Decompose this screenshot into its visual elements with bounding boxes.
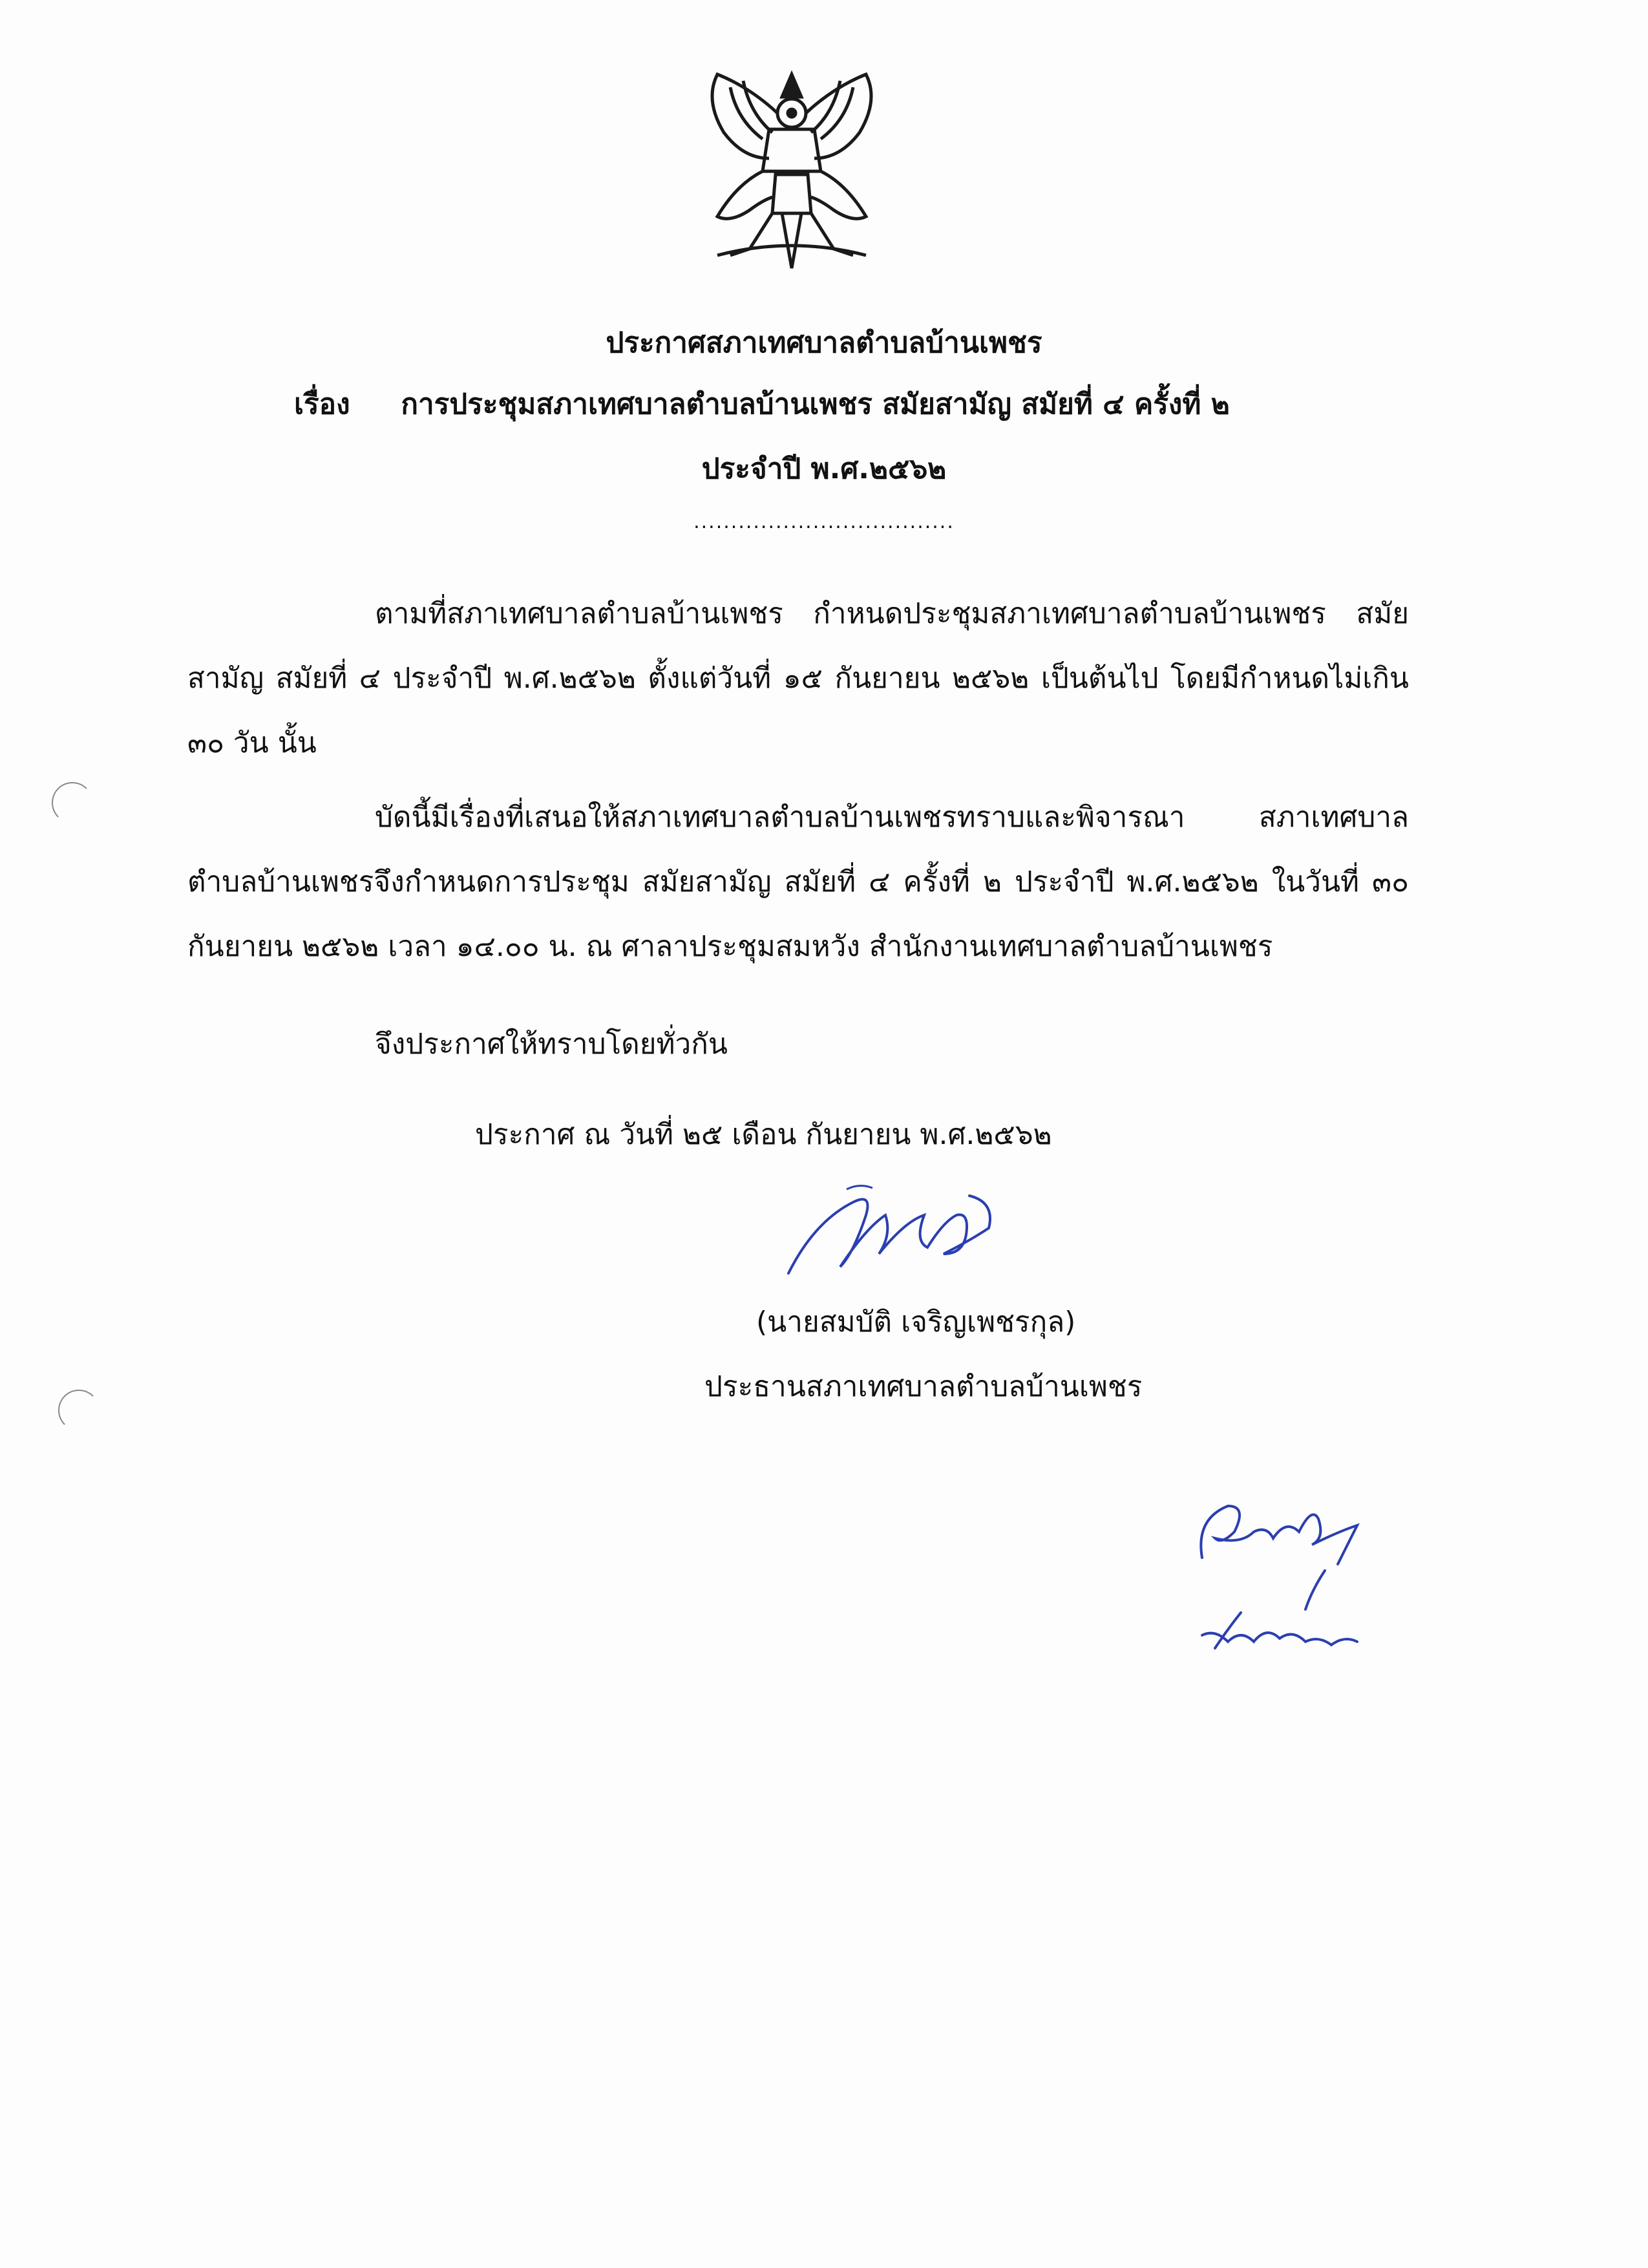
signer-name: (นายสมบัติ เจริญเพชรกุล)	[756, 1306, 1076, 1339]
paragraph-2-text: บัดนี้มีเรื่องที่เสนอให้สภาเทศบาลตำบลบ้านเพชรทราบและพิจารณา สภาเทศบาลตำบลบ้านเพชรจึงกำหนดการประชุม สมัยสามัญ สมัยที่ ๔ ครั้งที่ ๒ ประจำปี พ.ศ.๒๕๖๒ ในวันที่ ๓๐ กันยายน ๒๕๖๒ เวลา ๑๔.๐๐ น. ณ ศาลาประชุมสมหวัง สำนักงานเทศบาลตำบลบ้านเพชร	[187, 801, 1409, 963]
signature-icon	[776, 1176, 1021, 1280]
announcement-date: ประกาศ ณ วันที่ ๒๕ เดือน กันยายน พ.ศ.๒๕๖๒	[475, 1118, 1052, 1151]
signer-position: ประธานสภาเทศบาลตำบลบ้านเพชร	[704, 1370, 1143, 1403]
punch-hole-top	[52, 782, 93, 823]
subject-line	[294, 381, 1230, 427]
announcement-title: ประกาศสภาเทศบาลตำบลบ้านเพชร	[606, 326, 1042, 359]
paragraph-2	[187, 785, 1409, 979]
garuda-emblem-icon	[679, 61, 905, 281]
handwritten-initials-icon	[1189, 1480, 1383, 1674]
subject-text: การประชุมสภาเทศบาลตำบลบ้านเพชร สมัยสามัญ สมัยที่ ๔ ครั้งที่ ๒	[401, 388, 1230, 421]
paragraph-1-text: ตามที่สภาเทศบาลตำบลบ้านเพชร กำหนดประชุมสภาเทศบาลตำบลบ้านเพชร สมัยสามัญ สมัยที่ ๔ ประจำปี พ.ศ.๒๕๖๒ ตั้งแต่วันที่ ๑๕ กันยายน ๒๕๖๒ เป็นต้นไป โดยมีกำหนดไม่เกิน ๓๐ วัน นั้น	[187, 597, 1409, 759]
year-line: ประจำปี พ.ศ.๒๕๖๒	[701, 452, 947, 485]
divider-dots: ...................................	[693, 511, 955, 533]
closing-statement: จึงประกาศให้ทราบโดยทั่วกัน	[375, 1028, 728, 1061]
punch-hole-bottom	[58, 1390, 100, 1431]
subject-label: เรื่อง	[294, 388, 350, 421]
paragraph-1	[187, 582, 1409, 776]
